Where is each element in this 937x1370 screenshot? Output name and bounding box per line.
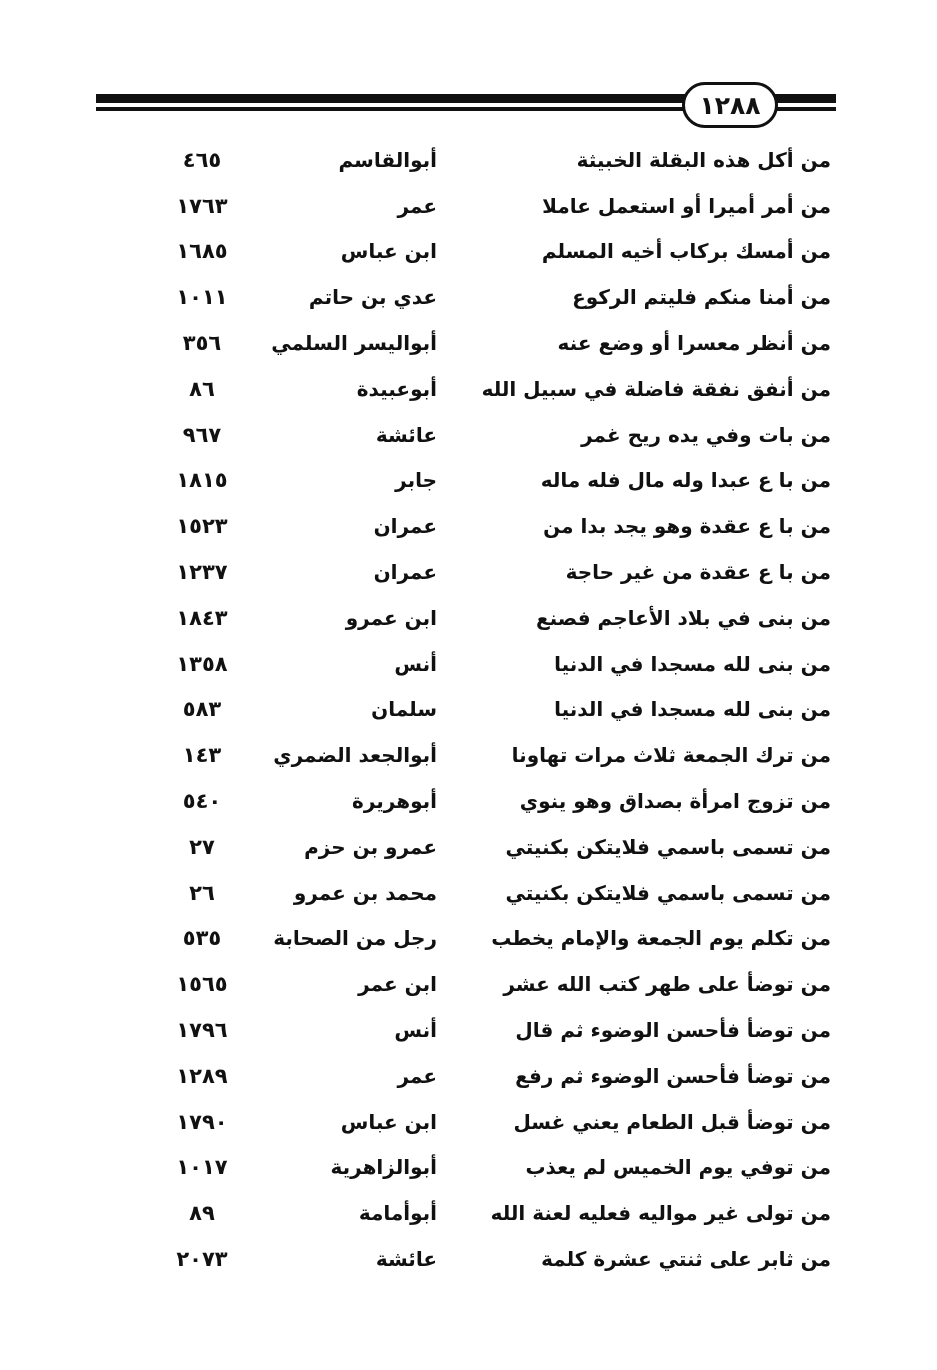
hadith-number: ١٠١١ [176, 285, 228, 310]
hadith-number: ٢٦ [189, 880, 215, 905]
narrator-name: أبواليسر السلمي [271, 331, 437, 356]
index-row [0, 274, 937, 320]
page-number: ١٢٨٨ [699, 90, 761, 120]
hadith-number: ١٥٢٣ [176, 514, 228, 539]
narrator-name: عمران [373, 560, 437, 585]
narrator-name: أبوهريرة [352, 789, 437, 814]
page-number-badge [682, 82, 778, 128]
index-row [0, 641, 937, 687]
hadith-number: ٥٨٣ [182, 697, 222, 722]
hadith-number: ٢٠٧٣ [176, 1247, 228, 1272]
narrator-name: رجل من الصحابة [273, 926, 437, 951]
index-row [0, 229, 937, 275]
hadith-number: ٥٤٠ [182, 789, 222, 814]
index-row [0, 824, 937, 870]
index-row [0, 412, 937, 458]
hadith-incipit: من توضأ على طهر كتب الله عشر [503, 972, 831, 997]
hadith-incipit: من ثابر على ثنتي عشرة كلمة [541, 1247, 831, 1272]
index-row [0, 458, 937, 504]
hadith-incipit: من تزوج امرأة بصداق وهو ينوي [519, 789, 831, 814]
hadith-incipit: من أمنا منكم فليتم الركوع [572, 285, 831, 310]
index-row [0, 1236, 937, 1282]
index-row [0, 732, 937, 778]
index-row [0, 183, 937, 229]
index-row [0, 549, 937, 595]
index-row [0, 320, 937, 366]
narrator-name: أبوالقاسم [338, 147, 437, 172]
hadith-number: ١٨٤٣ [176, 605, 228, 630]
narrator-name: محمد بن عمرو [293, 880, 437, 905]
hadith-number: ١٤٣ [182, 743, 222, 768]
hadith-incipit: من بنى في بلاد الأعاجم فصنع [535, 605, 831, 630]
index-row [0, 916, 937, 962]
hadith-number: ٨٩ [189, 1201, 215, 1226]
hadith-number: ٤٦٥ [182, 147, 222, 172]
index-row [0, 687, 937, 733]
hadith-incipit: من بنى لله مسجدا في الدنيا [554, 651, 831, 676]
index-row [0, 1099, 937, 1145]
hadith-incipit: من أنظر معسرا أو وضع عنه [557, 331, 831, 356]
narrator-name: أبوالجعد الضمري [273, 743, 437, 768]
hadith-incipit: من توفي يوم الخميس لم يعذب [525, 1155, 831, 1180]
hadith-number: ١٨١٥ [176, 468, 228, 493]
narrator-name: عائشة [375, 422, 437, 447]
index-row [0, 870, 937, 916]
hadith-incipit: من تكلم يوم الجمعة والإمام يخطب [491, 926, 831, 951]
hadith-number: ٨٦ [189, 376, 215, 401]
hadith-number: ١٧٩٦ [176, 1018, 228, 1043]
hadith-incipit: من تسمى باسمي فلايتكن بكنيتي [505, 880, 831, 905]
hadith-number: ٩٦٧ [182, 422, 222, 447]
hadith-number: ١٠١٧ [176, 1155, 228, 1180]
hadith-incipit: من ترك الجمعة ثلاث مرات تهاونا [511, 743, 831, 768]
narrator-name: عدي بن حاتم [308, 285, 437, 310]
hadith-incipit: من أمر أميرا أو استعمل عاملا [542, 193, 831, 218]
narrator-name: ابن عباس [340, 1109, 437, 1134]
index-row [0, 595, 937, 641]
narrator-name: أبوالزاهرية [330, 1155, 437, 1180]
narrator-name: عمرو بن حزم [304, 834, 437, 859]
hadith-number: ١٢٨٩ [176, 1063, 228, 1088]
hadith-number: ١٥٦٥ [176, 972, 228, 997]
narrator-name: عمر [397, 1063, 437, 1088]
hadith-incipit: من با ع عبدا وله مال فله ماله [540, 468, 831, 493]
hadith-incipit: من توضأ فأحسن الوضوء ثم قال [515, 1018, 831, 1043]
narrator-name: أنس [394, 651, 437, 676]
hadith-incipit: من با ع عقدة من غير حاجة [565, 560, 831, 585]
narrator-name: ابن عمر [358, 972, 437, 997]
hadith-number: ١٢٣٧ [176, 560, 228, 585]
narrator-name: عائشة [375, 1247, 437, 1272]
index-row [0, 366, 937, 412]
index-row [0, 961, 937, 1007]
narrator-name: عمر [397, 193, 437, 218]
narrator-name: عمران [373, 514, 437, 539]
index-row [0, 1145, 937, 1191]
hadith-incipit: من أكل هذه البقلة الخبيثة [576, 147, 831, 172]
hadith-incipit: من تولى غير مواليه فعليه لعنة الله [490, 1201, 831, 1226]
hadith-number: ٣٥٦ [182, 331, 222, 356]
hadith-number: ١٦٨٥ [176, 239, 228, 264]
index-table [0, 137, 937, 1282]
hadith-incipit: من با ع عقدة وهو يجد بدا من [543, 514, 831, 539]
hadith-incipit: من توضأ فأحسن الوضوء ثم رفع [515, 1063, 831, 1088]
hadith-number: ١٧٦٣ [176, 193, 228, 218]
index-row [0, 137, 937, 183]
narrator-name: أبوأمامة [358, 1201, 437, 1226]
narrator-name: ابن عمرو [345, 605, 437, 630]
index-row [0, 1053, 937, 1099]
hadith-number: ١٣٥٨ [176, 651, 228, 676]
hadith-number: ١٧٩٠ [176, 1109, 228, 1134]
hadith-incipit: من أمسك بركاب أخيه المسلم [541, 239, 831, 264]
hadith-number: ٥٣٥ [182, 926, 222, 951]
narrator-name: جابر [395, 468, 437, 493]
hadith-number: ٢٧ [189, 834, 215, 859]
narrator-name: أنس [394, 1018, 437, 1043]
narrator-name: سلمان [371, 697, 437, 722]
hadith-incipit: من بنى لله مسجدا في الدنيا [554, 697, 831, 722]
index-row [0, 1007, 937, 1053]
narrator-name: ابن عباس [340, 239, 437, 264]
hadith-incipit: من بات وفي يده ريح غمر [581, 422, 831, 447]
index-row [0, 1190, 937, 1236]
hadith-incipit: من تسمى باسمي فلايتكن بكنيتي [505, 834, 831, 859]
hadith-incipit: من أنفق نفقة فاضلة في سبيل الله [481, 376, 831, 401]
narrator-name: أبوعبيدة [356, 376, 437, 401]
index-row [0, 503, 937, 549]
hadith-incipit: من توضأ قبل الطعام يعني غسل [513, 1109, 831, 1134]
index-row [0, 778, 937, 824]
